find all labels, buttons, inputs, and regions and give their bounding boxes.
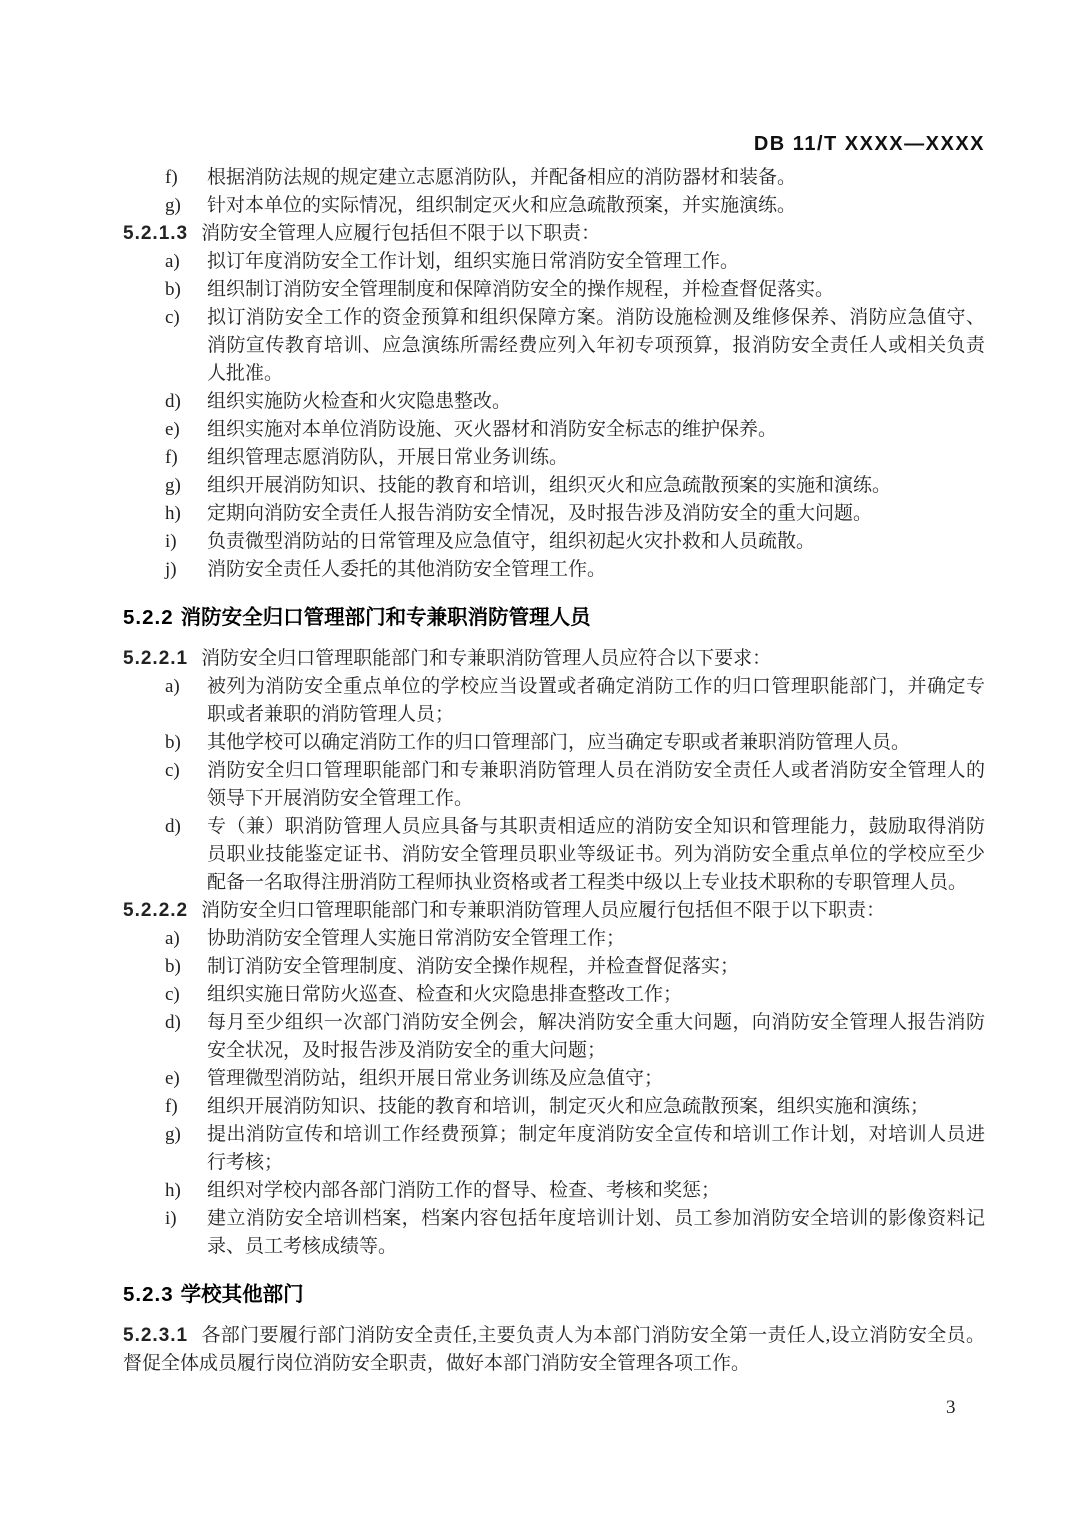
- list-item-letter: b): [165, 956, 181, 977]
- clause-number: 5.2.2.2: [123, 900, 189, 921]
- list-item-text: 组织实施日常防火巡查、检查和火灾隐患排查整改工作；: [207, 984, 683, 1005]
- list-item-letter: a): [165, 928, 180, 949]
- clause-text: 消防安全归口管理职能部门和专兼职消防管理人员应符合以下要求：: [201, 648, 772, 669]
- list-item-text: 拟订消防安全工作的资金预算和组织保障方案。消防设施检测及维修保养、消防应急值守、消防宣传教育培训、应急演练所需经费应列入年初专项预算，报消防安全责任人或相关负责人批准。: [207, 307, 985, 384]
- running-header: DB 11/T XXXX—XXXX: [753, 133, 985, 155]
- list-item-text: 拟订年度消防安全工作计划，组织实施日常消防安全管理工作。: [207, 251, 740, 272]
- heading-title: 消防安全归口管理部门和专兼职消防管理人员: [180, 606, 591, 629]
- list-item: [123, 673, 985, 729]
- document-body: [123, 164, 985, 1378]
- heading-title: 学校其他部门: [180, 1283, 304, 1306]
- list-item-text: 组织实施对本单位消防设施、灭火器材和消防安全标志的维护保养。: [207, 419, 778, 440]
- list-item: [123, 1065, 985, 1093]
- list-item-text: 被列为消防安全重点单位的学校应当设置或者确定消防工作的归口管理职能部门，并确定专职或者兼职的消防管理人员；: [207, 676, 985, 725]
- list-item-letter: h): [165, 1180, 181, 1201]
- list-item-text: 其他学校可以确定消防工作的归口管理部门，应当确定专职或者兼职消防管理人员。: [207, 732, 911, 753]
- list-item-letter: g): [165, 1124, 181, 1145]
- list-item-letter: d): [165, 816, 181, 837]
- list-item-letter: f): [165, 167, 178, 188]
- list-item-letter: a): [165, 251, 180, 272]
- list-item-letter: a): [165, 676, 180, 697]
- list-item-text: 消防安全归口管理职能部门和专兼职消防管理人员在消防安全责任人或者消防安全管理人的领导下开展消防安全管理工作。: [207, 760, 985, 809]
- heading-number: 5.2.2: [123, 606, 174, 629]
- list-item-text: 定期向消防安全责任人报告消防安全情况，及时报告涉及消防安全的重大问题。: [207, 503, 873, 524]
- list-item: [123, 1009, 985, 1065]
- list-item-text: 组织开展消防知识、技能的教育和培训，制定灭火和应急疏散预案，组织实施和演练；: [207, 1096, 930, 1117]
- list-item-text: 组织对学校内部各部门消防工作的督导、检查、考核和奖惩；: [207, 1180, 721, 1201]
- list-item: [123, 248, 985, 276]
- list-item: [123, 953, 985, 981]
- list-item: [123, 925, 985, 953]
- list-item: [123, 444, 985, 472]
- list-item-letter: i): [165, 531, 177, 552]
- list-item-text: 协助消防安全管理人实施日常消防安全管理工作；: [207, 928, 626, 949]
- list-item-text: 组织开展消防知识、技能的教育和培训，组织灭火和应急疏散预案的实施和演练。: [207, 475, 892, 496]
- list-item-text: 消防安全责任人委托的其他消防安全管理工作。: [207, 559, 607, 580]
- list-item: [123, 757, 985, 813]
- clause-text: 消防安全归口管理职能部门和专兼职消防管理人员应履行包括但不限于以下职责：: [201, 900, 886, 921]
- list-item: [123, 500, 985, 528]
- list-item-letter: c): [165, 984, 180, 1005]
- list-item-text: 组织管理志愿消防队，开展日常业务训练。: [207, 447, 569, 468]
- list-item-text: 根据消防法规的规定建立志愿消防队，并配备相应的消防器材和装备。: [207, 167, 797, 188]
- list-item-letter: c): [165, 760, 180, 781]
- list-item-text: 每月至少组织一次部门消防安全例会，解决消防安全重大问题，向消防安全管理人报告消防安全状况，及时报告涉及消防安全的重大问题；: [207, 1012, 985, 1061]
- list-item: [123, 981, 985, 1009]
- list-item-letter: b): [165, 732, 181, 753]
- list-item: [123, 164, 985, 192]
- list-item: [123, 192, 985, 220]
- clause-number: 5.2.3.1: [123, 1325, 189, 1346]
- list-item: [123, 388, 985, 416]
- list-item-letter: b): [165, 279, 181, 300]
- clause-paragraph: [123, 897, 985, 925]
- list-item: [123, 813, 985, 897]
- list-item-text: 管理微型消防站，组织开展日常业务训练及应急值守；: [207, 1068, 664, 1089]
- list-item-letter: g): [165, 475, 181, 496]
- list-item-letter: i): [165, 1208, 177, 1229]
- list-item-text: 提出消防宣传和培训工作经费预算；制定年度消防安全宣传和培训工作计划，对培训人员进行考核；: [207, 1124, 985, 1173]
- clause-number: 5.2.2.1: [123, 648, 189, 669]
- section-heading: [123, 1281, 985, 1309]
- list-item: [123, 729, 985, 757]
- list-item-text: 组织实施防火检查和火灾隐患整改。: [207, 391, 512, 412]
- clause-paragraph: [123, 1322, 985, 1378]
- clause-paragraph: [123, 645, 985, 673]
- list-item-letter: f): [165, 447, 178, 468]
- list-item: [123, 1121, 985, 1177]
- list-item-text: 建立消防安全培训档案，档案内容包括年度培训计划、员工参加消防安全培训的影像资料记录、员工考核成绩等。: [207, 1208, 985, 1257]
- list-item: [123, 528, 985, 556]
- clause-paragraph: [123, 220, 985, 248]
- list-item: [123, 304, 985, 388]
- list-item: [123, 1205, 985, 1261]
- list-item-text: 组织制订消防安全管理制度和保障消防安全的操作规程，并检查督促落实。: [207, 279, 835, 300]
- section-heading: [123, 604, 985, 632]
- list-item-letter: f): [165, 1096, 178, 1117]
- list-item-letter: e): [165, 1068, 180, 1089]
- list-item-letter: d): [165, 391, 181, 412]
- list-item-text: 负责微型消防站的日常管理及应急值守，组织初起火灾扑救和人员疏散。: [207, 531, 816, 552]
- list-item-text: 针对本单位的实际情况，组织制定灭火和应急疏散预案，并实施演练。: [207, 195, 797, 216]
- list-item: [123, 472, 985, 500]
- clause-text: 消防安全管理人应履行包括但不限于以下职责：: [201, 223, 601, 244]
- list-item: [123, 416, 985, 444]
- list-item-letter: g): [165, 195, 181, 216]
- list-item-letter: d): [165, 1012, 181, 1033]
- heading-number: 5.2.3: [123, 1283, 174, 1306]
- list-item: [123, 1093, 985, 1121]
- list-item: [123, 556, 985, 584]
- clause-number: 5.2.1.3: [123, 223, 189, 244]
- list-item-letter: h): [165, 503, 181, 524]
- list-item: [123, 276, 985, 304]
- list-item-text: 专（兼）职消防管理人员应具备与其职责相适应的消防安全知识和管理能力，鼓励取得消防员职业技能鉴定证书、消防安全管理员职业等级证书。列为消防安全重点单位的学校应至少配备一名取得注册消防工程师执业资格或者工程类中级以上专业技术职称的专职管理人员。: [207, 816, 985, 893]
- list-item-letter: e): [165, 419, 180, 440]
- page-number: 3: [946, 1397, 956, 1418]
- list-item-text: 制订消防安全管理制度、消防安全操作规程，并检查督促落实；: [207, 956, 740, 977]
- list-item-letter: j): [165, 559, 177, 580]
- list-item: [123, 1177, 985, 1205]
- clause-text: 各部门要履行部门消防安全责任,主要负责人为本部门消防安全第一责任人,设立消防安全员。督促全体成员履行岗位消防安全职责，做好本部门消防安全管理各项工作。: [123, 1325, 985, 1374]
- list-item-letter: c): [165, 307, 180, 328]
